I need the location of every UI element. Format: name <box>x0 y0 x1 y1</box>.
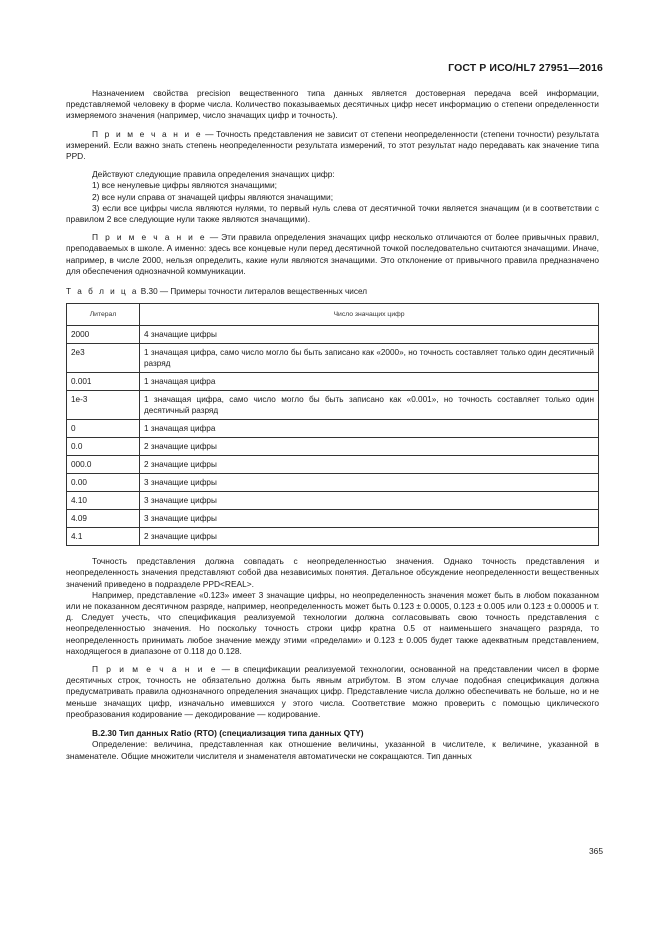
note-label: П р и м е ч а н и е <box>92 232 207 243</box>
paragraph-example: Например, представление «0.123» имеет 3 значащие цифры, но неопределенность значения может быть в любом показанном или не показанном десятичном разряде, например, неопределенность может быть 0.123 ± 0.0005, 0.123 ± 0.005 или 0.123 ± 0.00005 и т. д. Следует учесть, что спецификация реализуемой технологии должна согласовывать свою точность представления с неопределенностью значения. Но поскольку точность строки цифр кратна 0.5 от наименьшего значащего разряда, то неопределенность принимать любое значение между этими «пределами» и 0.123 ± 0.005 будет также адекватным представлением, находящегося в диапазоне от 0.118 до 0.128. <box>66 589 599 656</box>
cell-literal: 000.0 <box>67 456 140 474</box>
section-definition: Определение: величина, представленная как отношение величины, указанной в числителе, к величине, указанной в знаменателе. Общие множители числителя и знаменателя автоматически не сокращаются. Тип данных <box>66 739 599 761</box>
table-row <box>67 528 599 546</box>
rule-item-1: 1) все ненулевые цифры являются значащими; <box>92 180 277 191</box>
cell-significant-digits: 1 значащая цифра, само число могло бы быть записано как «0.001», но точность составляет только один десятичный разряд <box>140 391 599 420</box>
table-row <box>67 438 599 456</box>
column-header-digits: Число значащих цифр <box>140 304 599 326</box>
cell-literal: 2e3 <box>67 344 140 373</box>
table-row <box>67 391 599 420</box>
note-text: — Эти правила определения значащих цифр несколько отличаются от более привычных правил, преподаваемых в школе. А именно: здесь все концевые нули перед десятичной точкой последовательно считаются значащими. Иначе, например, в числе 2000, нельзя определить, какие нули являются значащими. Это отклонение от привычного правила предназначено для обеспечения однозначной коммуникации. <box>66 232 599 276</box>
table-row <box>67 474 599 492</box>
cell-significant-digits: 2 значащие цифры <box>140 438 599 456</box>
rule-item-3: 3) если все цифры числа являются нулями, то первый нуль слева от десятичной точки является значащим (и в соответствии с правилом 2 все следующие нули также являются значащими). <box>66 202 599 225</box>
cell-significant-digits: 3 значащие цифры <box>140 474 599 492</box>
table-row <box>67 420 599 438</box>
cell-literal: 0.00 <box>67 474 140 492</box>
cell-significant-digits: 3 значащие цифры <box>140 492 599 510</box>
paragraph-precision: Назначением свойства precision вещественного типа данных является достоверная передача всей информации, представляемой человеку в форме числа. Количество показываемых десятичных цифр несет информацию о степени определенности измеряемого значения (например, число значащих цифр и точность). <box>66 88 599 121</box>
note-label: П р и м е ч а н и е <box>92 128 203 139</box>
note-paragraph-2 <box>66 232 599 277</box>
note-text: — в спецификации реализуемой технологии, основанной на представлении чисел в форме десятичных строк, точность не обязательно должна быть явным атрибутом. В этом случае подобная спецификация должна предусматривать правила однозначного определения значащих цифр. Представление числа должно обеспечивать не больше, но и не меньше значащих цифр, изначально имевшихся у этого числа. Соответствие можно проверить с помощью циклического преобразования кодирование — декодирование — кодирование. <box>66 664 599 719</box>
note-paragraph-1 <box>66 129 599 163</box>
table-row <box>67 492 599 510</box>
cell-literal: 0.0 <box>67 438 140 456</box>
cell-significant-digits: 1 значащая цифра, само число могло бы быть записано как «2000», но точность составляет только один десятичный разряд <box>140 344 599 373</box>
cell-literal: 1e-3 <box>67 391 140 420</box>
paragraph-rules-intro: Действуют следующие правила определения значащих цифр: <box>92 169 335 180</box>
table-row <box>67 344 599 373</box>
page-content <box>66 88 599 762</box>
cell-significant-digits: 4 значащие цифры <box>140 326 599 344</box>
cell-literal: 0.001 <box>67 373 140 391</box>
table-caption <box>66 286 599 297</box>
table-row <box>67 373 599 391</box>
cell-literal: 4.10 <box>67 492 140 510</box>
note-label: П р и м е ч а н и е <box>92 664 218 675</box>
table-caption-prefix: Т а б л и ц а <box>66 287 139 297</box>
paragraph-precision-uncertainty: Точность представления должна совпадать с неопределенностью значения. Однако точность представления и неопределенность значения представляют собой два независимых понятия. Детальное обсуждение неопределенности вещественных значений приведено в подразделе PPD<REAL>. <box>66 556 599 589</box>
column-header-literal: Литерал <box>67 304 140 326</box>
cell-literal: 4.1 <box>67 528 140 546</box>
table-caption-text: В.30 — Примеры точности литералов вещественных чисел <box>140 287 367 297</box>
cell-significant-digits: 3 значащие цифры <box>140 510 599 528</box>
document-header: ГОСТ Р ИСО/HL7 27951—2016 <box>448 62 603 74</box>
rule-item-2: 2) все нули справа от значащей цифры являются значащими; <box>92 191 334 202</box>
table-row <box>67 456 599 474</box>
table-row <box>67 510 599 528</box>
cell-literal: 4.09 <box>67 510 140 528</box>
cell-literal: 2000 <box>67 326 140 344</box>
note-text: — Точность представления не зависит от степени неопределенности (степени точности) результата измерений. Если важно знать степень неопределенности результата измерений, то этот результат надо передавать как значение типа PPD. <box>66 128 600 162</box>
table-header-row <box>67 304 599 326</box>
note-paragraph-3 <box>66 664 599 720</box>
table-row <box>67 326 599 344</box>
cell-significant-digits: 1 значащая цифра <box>140 420 599 438</box>
cell-significant-digits: 2 значащие цифры <box>140 456 599 474</box>
table-body <box>67 326 599 546</box>
cell-literal: 0 <box>67 420 140 438</box>
cell-significant-digits: 2 значащие цифры <box>140 528 599 546</box>
page-number: 365 <box>589 846 603 856</box>
precision-table <box>66 303 599 546</box>
section-heading: В.2.30 Тип данных Ratio (RTO) (специализация типа данных QTY) <box>92 728 364 739</box>
cell-significant-digits: 1 значащая цифра <box>140 373 599 391</box>
